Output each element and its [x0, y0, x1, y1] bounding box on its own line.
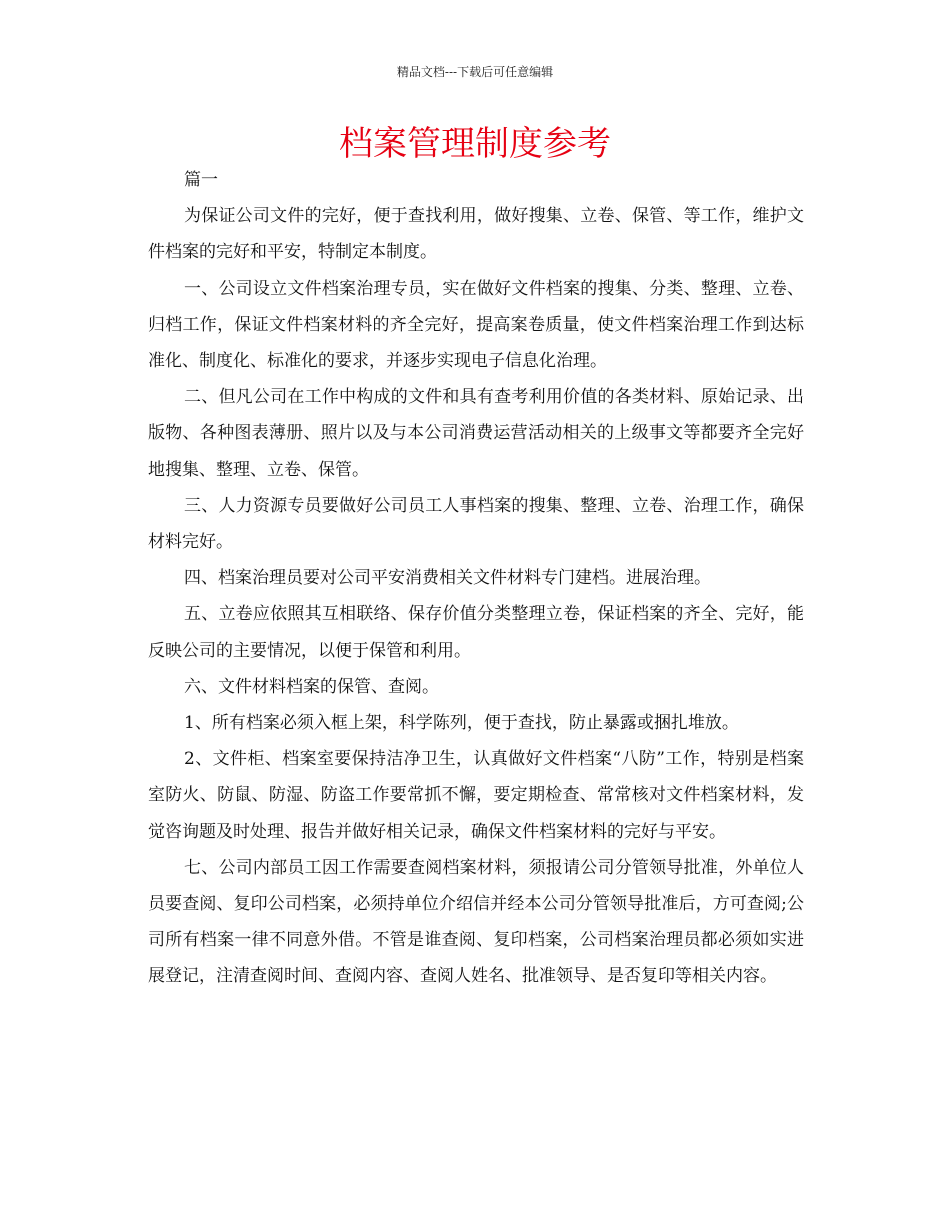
paragraph-3: 三、人力资源专员要做好公司员工人事档案的搜集、整理、立卷、治理工作，确保材料完好。: [148, 495, 804, 553]
paragraph-2: 二、但凡公司在工作中构成的文件和具有查考利用价值的各类材料、原始记录、出版物、各种图表薄册、照片以及与本公司消费运营活动相关的上级事文等都要齐全完好地搜集、整理、立卷、保管。: [148, 387, 804, 480]
paragraph-6-item-2: 2、文件柜、档案室要保持洁净卫生，认真做好文件档案“八防”工作，特别是档案室防火、防鼠、防湿、防盗工作要常抓不懈，要定期检查、常常核对文件档案材料，发觉咨询题及时处理、报告并做好相关记录，确保文件档案材料的完好与平安。: [148, 749, 804, 842]
paragraph-5: 五、立卷应依照其互相联络、保存价值分类整理立卷，保证档案的齐全、完好，能反映公司的主要情况，以便于保管和利用。: [148, 604, 804, 661]
paragraph-intro: 为保证公司文件的完好，便于查找利用，做好搜集、立卷、保管、等工作，维护文件档案的完好和平安，特制定本制度。: [148, 206, 804, 263]
paragraph-1: 一、公司设立文件档案治理专员，实在做好文件档案的搜集、分类、整理、立卷、归档工作，保证文件档案材料的齐全完好，提高案卷质量，使文件档案治理工作到达标准化、制度化、标准化的要求，并逐步实现电子信息化治理。: [148, 278, 804, 372]
paragraph-7: 七、公司内部员工因工作需要查阅档案材料，须报请公司分管领导批准，外单位人员要查阅、复印公司档案，必须持单位介绍信并经本公司分管领导批准后，方可查阅;公司所有档案一律不同意外借。不管是谁查阅、复印档案，公司档案治理员都必须如实进展登记，注清查阅时间、查阅内容、查阅人姓名、批准领导、是否复印等相关内容。: [148, 857, 804, 987]
paragraph-6: 六、文件材料档案的保管、查阅。: [184, 676, 439, 697]
page-header-note: 精品文档---下载后可任意编辑: [396, 65, 554, 79]
section-label: 篇一: [184, 170, 218, 190]
paragraph-6-item-1: 1、所有档案必须入框上架，科学陈列，便于查找，防止暴露或捆扎堆放。: [184, 713, 739, 734]
paragraph-4: 四、档案治理员要对公司平安消费相关文件材料专门建档。进展治理。: [184, 568, 711, 589]
document-body: [148, 162, 804, 995]
document-title: 档案管理制度参考: [339, 124, 611, 164]
